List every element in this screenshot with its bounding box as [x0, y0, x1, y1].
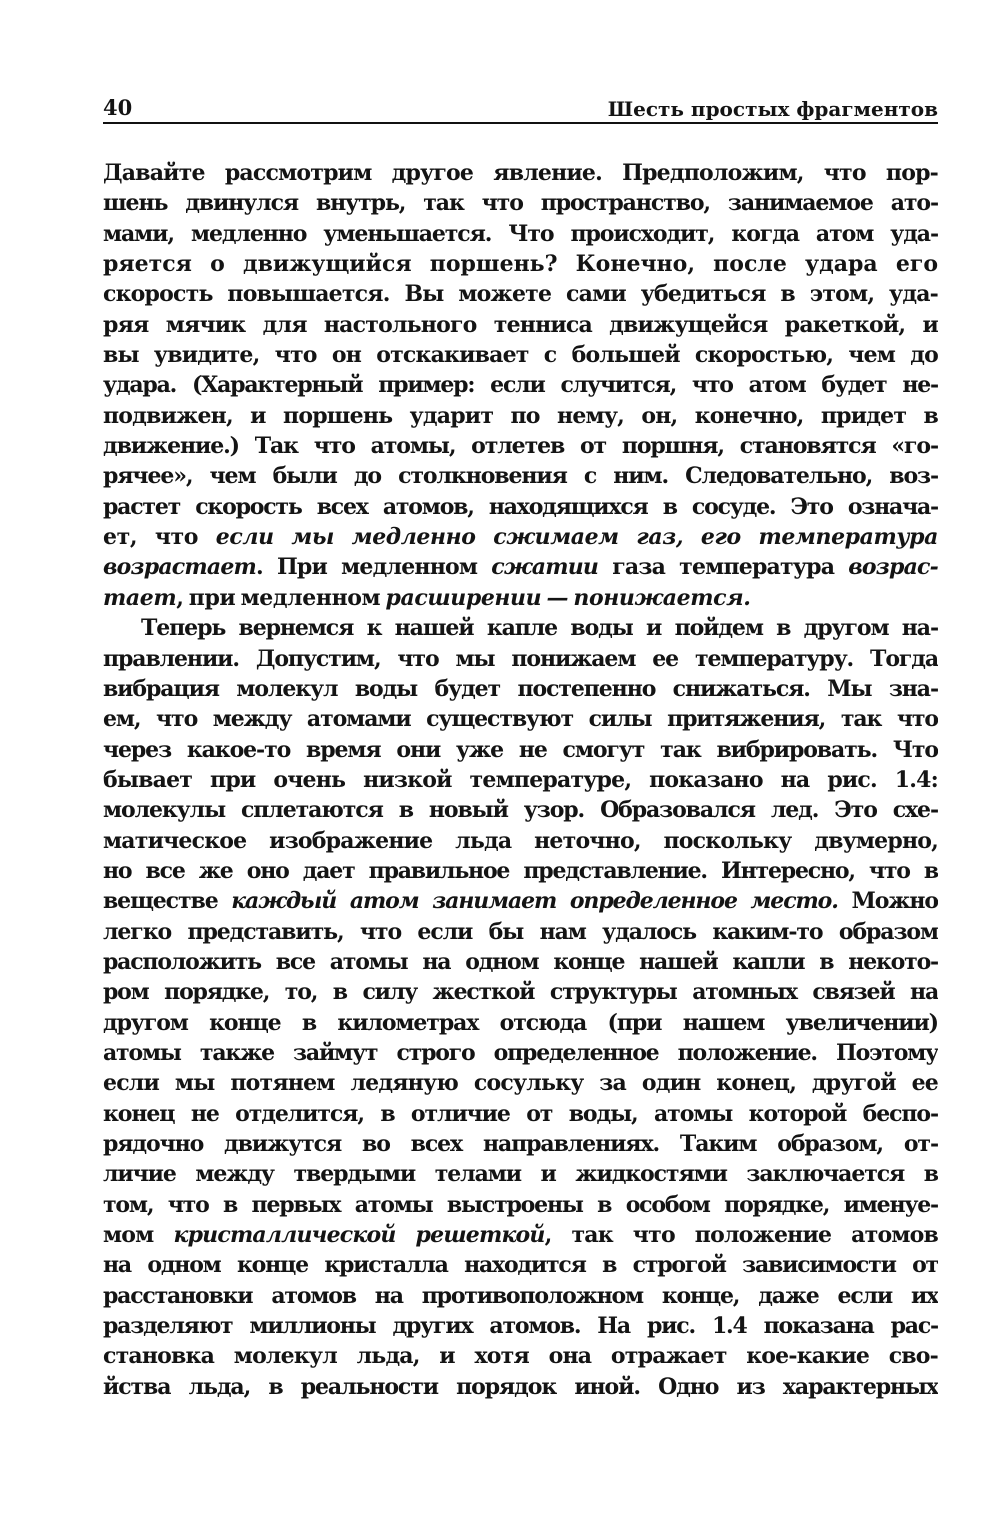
- text-run: личие между твердыми телами и жидкостями заключается в: [103, 1161, 938, 1188]
- text-run: Давайте рассмотрим другое явление. Предположим, что пор-: [103, 160, 938, 186]
- text-run: бывает при очень низкой температуре, показано на рис. 1.4:: [103, 766, 938, 793]
- text-line: [103, 886, 938, 916]
- text-line: [103, 735, 938, 765]
- text-run: скорость повышается. Вы можете сами убедиться в этом, уда-: [103, 281, 938, 308]
- body-text: [103, 158, 938, 1402]
- text-run: атомы также займут строго определенное положение. Поэтому: [103, 1039, 938, 1066]
- text-run: Теперь вернемся к нашей капле воды и пойдем в другом на-: [141, 615, 938, 642]
- text-run: правлении. Допустим, что мы понижаем ее температуру. Тогда: [103, 645, 938, 672]
- text-line: [103, 461, 938, 491]
- text-run: легко представить, что если бы нам удалось каким-то образом: [103, 918, 938, 945]
- text-line: [103, 552, 938, 582]
- text-line: [103, 249, 938, 279]
- text-line: [103, 977, 938, 1007]
- text-line: [103, 401, 938, 431]
- text-run: шень двинулся внутрь, так что пространство, занимаемое ато-: [103, 190, 938, 217]
- text-run: ряется о движущийся поршень? Конечно, после удара его: [103, 251, 938, 278]
- text-run: удара. (Характерный пример: если случится, что атом будет не-: [103, 372, 938, 399]
- text-run: движение.) Так что атомы, отлетев от поршня, становятся «го-: [103, 433, 938, 460]
- text-run: мом: [103, 1222, 174, 1249]
- text-run: если мы потянем ледяную сосульку за один конец, другой ее: [103, 1070, 938, 1097]
- text-line: [103, 340, 938, 370]
- text-line: [103, 1341, 938, 1371]
- text-line: [103, 1372, 938, 1402]
- text-run: ет, что: [103, 524, 216, 551]
- text-run: ром порядке, то, в силу жесткой структуры атомных связей на: [103, 979, 938, 1006]
- text-line: [103, 1038, 938, 1068]
- text-run: но все же оно дает правильное представление. Интересно, что в: [103, 857, 938, 884]
- text-run: рядочно движутся во всех направлениях. Таким образом, от-: [103, 1131, 938, 1157]
- text-run: веществе: [103, 888, 232, 915]
- text-line: [103, 583, 938, 613]
- text-run: разделяют миллионы других атомов. На рис. 1.4 показана рас-: [103, 1313, 938, 1340]
- italic-run: расширении — понижается.: [385, 584, 751, 611]
- text-line: [103, 765, 938, 795]
- text-run: на одном конце кристалла находится в строгой зависимости от: [103, 1252, 938, 1279]
- text-run: через какое-то время они уже не смогут так вибрировать. Что: [103, 736, 938, 763]
- text-line: [103, 370, 938, 400]
- text-run: газа температура: [598, 554, 849, 581]
- text-line: [103, 522, 938, 552]
- text-line: [103, 1008, 938, 1038]
- text-line: [103, 279, 938, 309]
- text-line: [103, 1129, 938, 1159]
- page-number: 40: [103, 95, 133, 120]
- text-run: , при медленном: [176, 584, 386, 611]
- text-run: подвижен, и поршень ударит по нему, он, конечно, придет в: [103, 402, 938, 429]
- text-run: мами, медленно уменьшается. Что происходит, когда атом уда-: [103, 220, 938, 247]
- text-line: [103, 431, 938, 461]
- text-line: [103, 613, 938, 643]
- italic-run: сжатии: [491, 554, 599, 581]
- text-line: [103, 826, 938, 856]
- italic-run: тает: [103, 584, 177, 611]
- text-run: матическое изображение льда неточно, поскольку двумерно,: [103, 827, 938, 854]
- text-line: [103, 856, 938, 886]
- text-run: , так что положение атомов: [544, 1222, 938, 1249]
- text-line: [103, 188, 938, 218]
- text-run: конец не отделится, в отличие от воды, атомы которой беспо-: [103, 1100, 938, 1127]
- italic-run: возрас-: [848, 554, 938, 581]
- text-line: [103, 795, 938, 825]
- text-run: том, что в первых атомы выстроены в особом порядке, именуе-: [103, 1191, 938, 1218]
- text-line: [103, 1068, 938, 1098]
- text-run: . При медленном: [256, 554, 492, 581]
- text-run: ем, что между атомами существуют силы притяжения, так что: [103, 706, 938, 733]
- text-run: становка молекул льда, и хотя она отражает кое-какие сво-: [103, 1343, 938, 1370]
- italic-run: возрастает: [103, 554, 257, 581]
- text-line: [103, 158, 938, 188]
- italic-run: если мы медленно сжимаем газ, его температура: [215, 524, 938, 551]
- text-line: [103, 1220, 938, 1250]
- running-head-title: Шесть простых фрагментов: [607, 97, 938, 121]
- text-run: расстановки атомов на противоположном конце, даже если их: [103, 1282, 938, 1309]
- text-line: [103, 1311, 938, 1341]
- text-line: [103, 644, 938, 674]
- text-line: [103, 492, 938, 522]
- italic-run: кристаллической решеткой: [173, 1222, 545, 1249]
- text-run: молекулы сплетаются в новый узор. Образовался лед. Это схе-: [103, 797, 938, 824]
- text-line: [103, 674, 938, 704]
- text-run: расположить все атомы на одном конце нашей капли в некото-: [103, 948, 938, 975]
- text-run: йства льда, в реальности порядок иной. Одно из характерных: [103, 1373, 938, 1400]
- text-line: [103, 219, 938, 249]
- text-run: другом конце в километрах отсюда (при нашем увеличении): [103, 1009, 938, 1036]
- text-run: вибрация молекул воды будет постепенно снижаться. Мы зна-: [103, 675, 938, 702]
- text-line: [103, 1159, 938, 1189]
- text-run: вы увидите, что он отскакивает с большей скоростью, чем до: [103, 342, 938, 369]
- text-line: [103, 1190, 938, 1220]
- text-line: [103, 947, 938, 977]
- text-run: рячее», чем были до столкновения с ним. Следовательно, воз-: [103, 463, 938, 490]
- text-line: [103, 1281, 938, 1311]
- text-line: [103, 310, 938, 340]
- italic-run: каждый атом занимает определенное место.: [231, 888, 838, 915]
- running-head: [103, 92, 938, 124]
- text-run: Можно: [837, 888, 938, 915]
- text-line: [103, 1250, 938, 1280]
- text-run: ряя мячик для настольного тенниса движущейся ракеткой, и: [103, 311, 938, 338]
- text-line: [103, 704, 938, 734]
- text-line: [103, 917, 938, 947]
- text-line: [103, 1099, 938, 1129]
- text-run: растет скорость всех атомов, находящихся в сосуде. Это означа-: [103, 493, 938, 520]
